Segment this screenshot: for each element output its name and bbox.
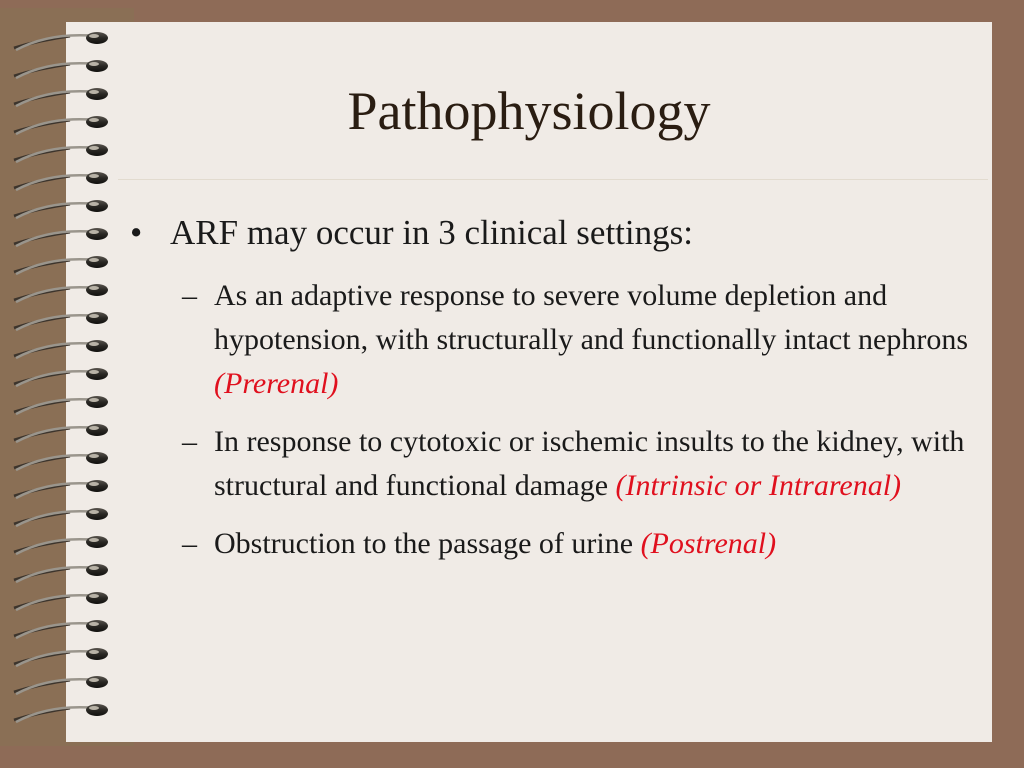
bullet-marker: • bbox=[130, 213, 143, 252]
sub-bullet-text: As an adaptive response to severe volume depletion and hypotension, with structurally and functionally intact nephrons bbox=[214, 279, 969, 356]
binding-ring bbox=[14, 676, 108, 694]
dash-marker: – bbox=[182, 425, 197, 458]
binding-ring bbox=[14, 452, 108, 470]
binding-ring bbox=[14, 480, 108, 498]
binding-ring bbox=[14, 396, 108, 414]
binding-ring bbox=[14, 200, 108, 218]
title-divider bbox=[118, 179, 988, 180]
binding-ring bbox=[14, 172, 108, 190]
binding-ring bbox=[14, 536, 108, 554]
category-tag-prerenal: (Prerenal) bbox=[214, 367, 339, 400]
binding-ring bbox=[14, 592, 108, 610]
binding-ring bbox=[14, 564, 108, 582]
dash-marker: – bbox=[182, 279, 197, 312]
binding-ring bbox=[14, 256, 108, 274]
slide-title: Pathophysiology bbox=[347, 81, 711, 141]
sub-bullet-postrenal bbox=[130, 522, 970, 566]
slide-content bbox=[130, 206, 970, 566]
bullet-text: ARF may occur in 3 clinical settings: bbox=[170, 213, 693, 252]
category-tag-postrenal: (Postrenal) bbox=[640, 527, 777, 560]
sub-bullet-text: Obstruction to the passage of urine bbox=[214, 527, 641, 560]
binding-ring bbox=[14, 284, 108, 302]
sub-bullet-intrarenal bbox=[130, 420, 970, 508]
binding-ring bbox=[14, 32, 108, 50]
binding-ring bbox=[14, 424, 108, 442]
main-bullet bbox=[130, 206, 970, 260]
binding-ring bbox=[14, 620, 108, 638]
binding-ring bbox=[14, 368, 108, 386]
binding-ring bbox=[14, 228, 108, 246]
sub-bullet-text: In response to cytotoxic or ischemic insults to the kidney, with structural and functional damage bbox=[214, 425, 965, 502]
binding-ring bbox=[14, 648, 108, 666]
binding-ring bbox=[14, 704, 108, 722]
binding-ring bbox=[14, 508, 108, 526]
sub-bullet-prerenal bbox=[130, 274, 970, 406]
binding-ring bbox=[14, 340, 108, 358]
dash-marker: – bbox=[182, 527, 197, 560]
category-tag-intrarenal: (Intrinsic or Intrarenal) bbox=[615, 469, 902, 502]
binding-ring bbox=[14, 144, 108, 162]
binding-ring bbox=[14, 312, 108, 330]
